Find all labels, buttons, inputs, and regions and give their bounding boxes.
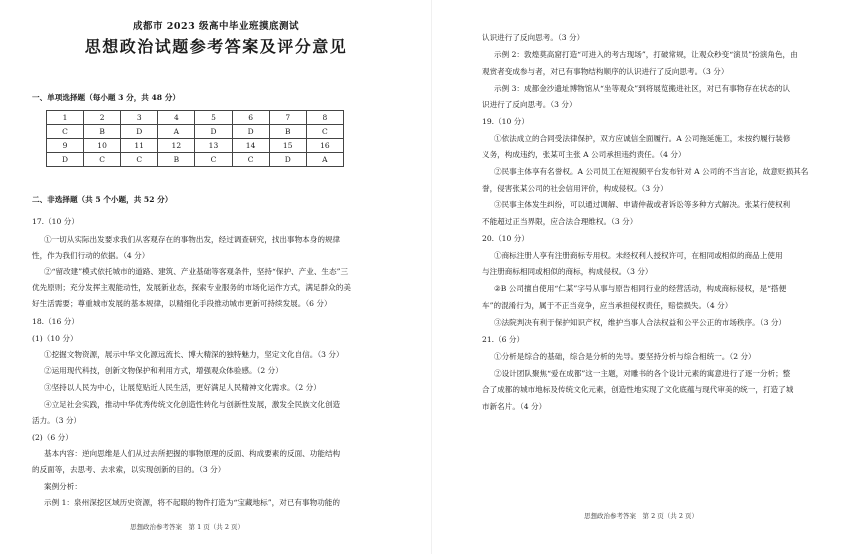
answer-line: 优先原则；充分发挥主观能动性，发展新业态，探索专业服务的市场化运作方式，满足群众的美	[32, 283, 351, 292]
table-row	[47, 153, 344, 167]
table-row	[47, 111, 344, 125]
table-cell: 11	[121, 139, 158, 153]
answer-line: 示例 1：泉州深挖区域历史资源，将不起眼的物件打造为“宝藏地标”，对已有事物功能的	[44, 498, 340, 507]
answer-line: ②“留改建”模式依托城市的道路、建筑、产业基础等客观条件，坚持“保护、产业、生态”三	[44, 267, 349, 276]
answer-line: 20.（10 分）	[482, 234, 529, 243]
table-cell: D	[121, 125, 158, 139]
table-cell: 14	[232, 139, 269, 153]
table-cell: D	[47, 153, 84, 167]
answer-line: 认识进行了反向思考。（3 分）	[482, 33, 585, 42]
section2-heading: 二、非选择题（共 5 个小题，共 52 分）	[32, 195, 173, 204]
answer-line: ①一切从实际出发要求我们从客观存在的事物出发，经过调查研究，找出事物本身的规律	[44, 235, 341, 244]
answer-line: 好生活需要；尊重城市发展的基本规律，以精细化手段推动城市更新可持续发展。（6 分）	[32, 299, 332, 308]
answer-line: 识进行了反向思考。（3 分）	[482, 100, 577, 109]
table-cell: D	[269, 153, 306, 167]
table-cell: B	[269, 125, 306, 139]
answer-line: 示例 3：成都金沙遗址博物馆从“坐等观众”到将展览搬进社区，对已有事物存在状态的认	[494, 84, 790, 93]
table-cell: 4	[158, 111, 195, 125]
answer-line: ②运用现代科技，创新文物保护和利用方式，增强观众体验感。（2 分）	[44, 366, 283, 375]
exam-header-title: 成都市 2023 级高中毕业班摸底测试	[132, 21, 300, 32]
table-cell: C	[84, 153, 121, 167]
answer-line: 18.（16 分）	[32, 317, 79, 326]
answer-line: ②B 公司擅自使用“仁某”字号从事与原告相同行业的经营活动，构成商标侵权，是“搭便	[494, 284, 787, 293]
answer-line: 基本内容：逆向思维是人们从过去所把握的事物原理的反面、构成要素的反面、功能结构	[44, 449, 341, 458]
table-cell: C	[195, 153, 232, 167]
answer-line: (1)（10 分）	[32, 334, 78, 343]
page-2	[432, 0, 864, 554]
table-cell: A	[306, 153, 343, 167]
answer-line: 性，作为我们行动的依据。（4 分）	[32, 251, 150, 260]
answer-line: 17.（10 分）	[32, 217, 79, 226]
answer-line: 19.（10 分）	[482, 117, 529, 126]
table-cell: C	[306, 125, 343, 139]
answer-line: 车”的混淆行为，属于不正当竞争，应当承担侵权责任，赔偿损失。（4 分）	[482, 301, 733, 310]
table-cell: 15	[269, 139, 306, 153]
table-cell: 9	[47, 139, 84, 153]
table-cell: 3	[121, 111, 158, 125]
answer-line: ②设计团队聚焦“爱在成都”这一主题，对雕书的各个设计元素的寓意进行了逐一分析；整	[494, 369, 791, 378]
page-footer: 思想政治参考答案 第 2 页（共 2 页）	[584, 512, 699, 520]
table-cell: C	[121, 153, 158, 167]
answer-line: ①挖掘文物资源，展示中华文化源远流长、博大精深的独特魅力，坚定文化自信。（3 分）	[44, 350, 344, 359]
answer-table	[46, 110, 344, 167]
table-cell: 8	[306, 111, 343, 125]
table-cell: 5	[195, 111, 232, 125]
answer-line: ③民事主体发生纠纷，可以通过调解、申请仲裁或者诉讼等多种方式解决。张某行使权利	[494, 200, 791, 209]
answer-line: 21.（6 分）	[482, 335, 525, 344]
answer-line: (2)（6 分）	[32, 433, 73, 442]
table-cell: D	[232, 125, 269, 139]
answer-line: 市新名片。（4 分）	[482, 402, 547, 411]
answer-line: 观赏者变成参与者，对已有事物结构顺序的认识进行了反向思考。（3 分）	[482, 67, 729, 76]
table-cell: B	[84, 125, 121, 139]
answer-line: ①分析是综合的基础，综合是分析的先导。要坚持分析与综合相统一。（2 分）	[494, 352, 756, 361]
table-cell: 10	[84, 139, 121, 153]
answer-line: ①商标注册人享有注册商标专用权。未经权利人授权许可，在相同或相似的商品上使用	[494, 251, 783, 260]
table-row	[47, 125, 344, 139]
section1-heading: 一、单项选择题（每小题 3 分，共 48 分）	[32, 93, 180, 102]
answer-line: ③坚持以人民为中心，让展览贴近人民生活，更好满足人民精神文化需求。（2 分）	[44, 383, 321, 392]
table-cell: 16	[306, 139, 343, 153]
table-cell: A	[158, 125, 195, 139]
answer-line: 与注册商标相同或相似的商标，构成侵权。（3 分）	[482, 267, 653, 276]
table-row	[47, 139, 344, 153]
answer-line: 案例分析：	[44, 482, 82, 491]
table-cell: C	[47, 125, 84, 139]
answer-line: 誉，侵害张某公司的社会信用评价，构成侵权。（3 分）	[482, 184, 668, 193]
answer-line: ②民事主体享有名誉权。A 公司员工在短视频平台发布针对 A 公司的不当言论，故意贬损其名	[494, 167, 809, 176]
answer-line: ③法院判决有利于保护知识产权，维护当事人合法权益和公平公正的市场秩序。（3 分）	[494, 318, 787, 327]
table-cell: 2	[84, 111, 121, 125]
table-cell: B	[158, 153, 195, 167]
table-cell: 6	[232, 111, 269, 125]
answer-line: 不能超过正当界限，应合法合理维权。（3 分）	[482, 217, 638, 226]
table-cell: C	[232, 153, 269, 167]
answer-line: 义务，构成违约，张某可主张 A 公司承担违约责任。（4 分）	[482, 150, 686, 159]
answer-line: ①依法成立的合同受法律保护，双方应诚信全面履行。A 公司拖延施工，未按约履行装修	[494, 134, 791, 143]
table-cell: 13	[195, 139, 232, 153]
answer-line: 活力。（3 分）	[32, 416, 82, 425]
page-footer: 思想政治参考答案 第 1 页（共 2 页）	[130, 523, 245, 531]
table-cell: 7	[269, 111, 306, 125]
answer-line: 合了成都的城市地标及传统文化元素，创造性地实现了文化底蕴与现代审美的统一，打造了城	[482, 385, 794, 394]
answer-line: ④立足社会实践，推动中华优秀传统文化创造性转化与创新性发展，激发全民族文化创造	[44, 400, 341, 409]
answer-line: 示例 2：敦煌莫高窟打造“可进入的考古现场”，打破常规，让观众秒变“演员”扮演角色，由	[494, 50, 798, 59]
table-cell: D	[195, 125, 232, 139]
table-cell: 12	[158, 139, 195, 153]
table-cell: 1	[47, 111, 84, 125]
answer-line: 的反面等，去思考、去求索，以实现创新的目的。（3 分）	[32, 465, 226, 474]
document-title: 思想政治试题参考答案及评分意见	[84, 37, 348, 56]
